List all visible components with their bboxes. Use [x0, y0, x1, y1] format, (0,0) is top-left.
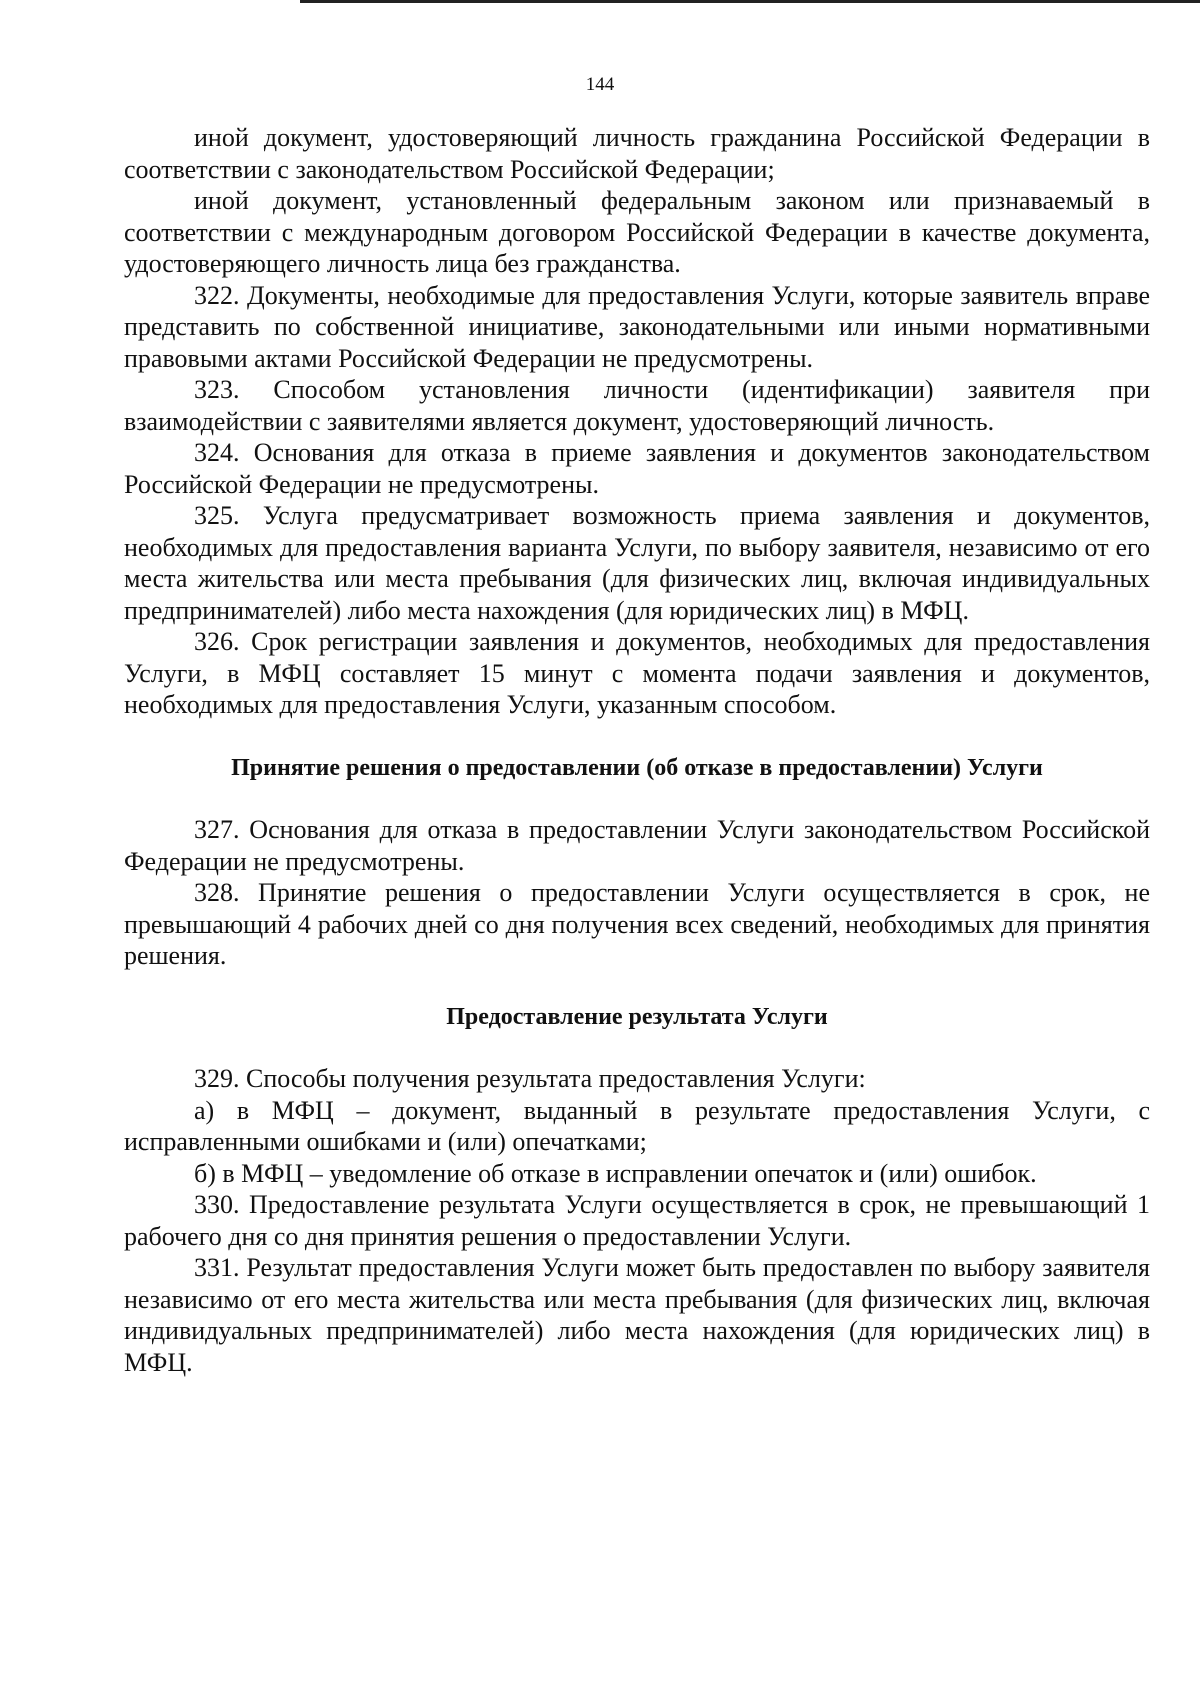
paragraph-326: 326. Срок регистрации заявления и документов, необходимых для предоставления Услуги, в МФЦ составляет 15 минут с момента подачи заявления и документов, необходимых для предоставления Услуги, указанным способом.	[124, 627, 1150, 719]
paragraph-322: 322. Документы, необходимые для предоставления Услуги, которые заявитель вправе представить по собственной инициативе, законодательными или иными нормативными правовыми актами Российской Федерации не предусмотрены.	[124, 280, 1150, 373]
document-body	[124, 122, 1150, 1378]
section-heading-result: Предоставление результата Услуги	[446, 1003, 828, 1030]
paragraph-329-a: а) в МФЦ – документ, выданный в результате предоставления Услуги, с исправленными ошибками и (или) опечатками;	[124, 1095, 1150, 1156]
section-heading-decision: Принятие решения о предоставлении (об отказе в предоставлении) Услуги	[231, 754, 1043, 781]
paragraph-id-doc-citizen: иной документ, удостоверяющий личность гражданина Российской Федерации в соответствии с законодательством Российской Федерации;	[124, 123, 1150, 184]
page-number: 144	[585, 74, 615, 95]
paragraph-325: 325. Услуга предусматривает возможность приема заявления и документов, необходимых для предоставления варианта Услуги, по выбору заявителя, независимо от его места жительства или места пребывания (для физических лиц, включая индивидуальных предпринимателей) либо места нахождения (для юридических лиц) в МФЦ.	[124, 501, 1150, 625]
paragraph-330: 330. Предоставление результата Услуги осуществляется в срок, не превышающий 1 рабочего дня со дня принятия решения о предоставлении Услуги.	[124, 1190, 1150, 1251]
paragraph-331: 331. Результат предоставления Услуги может быть предоставлен по выбору заявителя независимо от его места жительства или места пребывания (для физических лиц, включая индивидуальных предпринимателей) либо места нахождения (для юридических лиц) в МФЦ.	[124, 1253, 1150, 1377]
paragraph-329: 329. Способы получения результата предоставления Услуги:	[194, 1064, 866, 1093]
paragraph-323: 323. Способом установления личности (идентификации) заявителя при взаимодействии с заявителями является документ, удостоверяющий личность.	[124, 375, 1150, 436]
paragraph-id-doc-stateless: иной документ, установленный федеральным законом или признаваемый в соответствии с международным договором Российской Федерации в качестве документа, удостоверяющего личность лица без гражданства.	[124, 186, 1150, 278]
top-scan-rule	[300, 0, 1200, 3]
paragraph-328: 328. Принятие решения о предоставлении Услуги осуществляется в срок, не превышающий 4 рабочих дней со дня получения всех сведений, необходимых для принятия решения.	[124, 878, 1150, 970]
paragraph-324: 324. Основания для отказа в приеме заявления и документов законодательством Российской Федерации не предусмотрены.	[124, 438, 1150, 499]
paragraph-329-b: б) в МФЦ – уведомление об отказе в исправлении опечаток и (или) ошибок.	[194, 1158, 1037, 1188]
paragraph-327: 327. Основания для отказа в предоставлении Услуги законодательством Российской Федерации не предусмотрены.	[124, 815, 1150, 876]
